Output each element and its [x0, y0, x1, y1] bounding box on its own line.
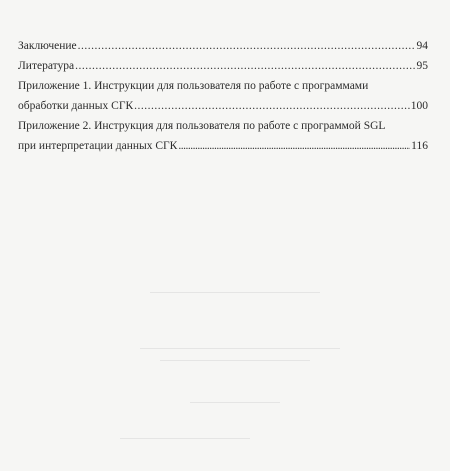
toc-entry-title: при интерпретации данных СГК [18, 140, 178, 152]
toc-entry-page: 95 [416, 60, 428, 72]
toc-entry-title: Литература [18, 60, 75, 72]
toc-entry-page: 94 [416, 40, 428, 52]
bleed-through-mark [160, 360, 310, 361]
bleed-through-mark [150, 292, 320, 293]
toc-entry-page: 100 [410, 100, 428, 112]
toc-entry-conclusion [18, 36, 428, 56]
toc-entry-title: обработки данных СГК [18, 100, 134, 112]
table-of-contents [18, 36, 428, 156]
toc-entry-appendix-1-line-1 [18, 76, 428, 96]
toc-dot-leader [178, 136, 410, 156]
toc-dot-leader [134, 96, 410, 116]
toc-entry-appendix-2-line-2 [18, 136, 428, 156]
toc-dot-leader [78, 36, 415, 56]
bleed-through-mark [140, 348, 340, 349]
toc-entry-page: 116 [411, 140, 428, 152]
toc-entry-title: Заключение [18, 40, 77, 52]
toc-entry-literature [18, 56, 428, 76]
bleed-through-mark [190, 402, 280, 403]
bleed-through-mark [120, 438, 250, 439]
toc-entry-appendix-1-line-2 [18, 96, 428, 116]
toc-entry-appendix-2-line-1 [18, 116, 428, 136]
toc-dot-leader [75, 56, 415, 76]
toc-entry-title: Приложение 1. Инструкции для пользователя по работе с программами [18, 80, 369, 92]
toc-entry-title: Приложение 2. Инструкция для пользователя по работе с программой SGL [18, 120, 386, 132]
